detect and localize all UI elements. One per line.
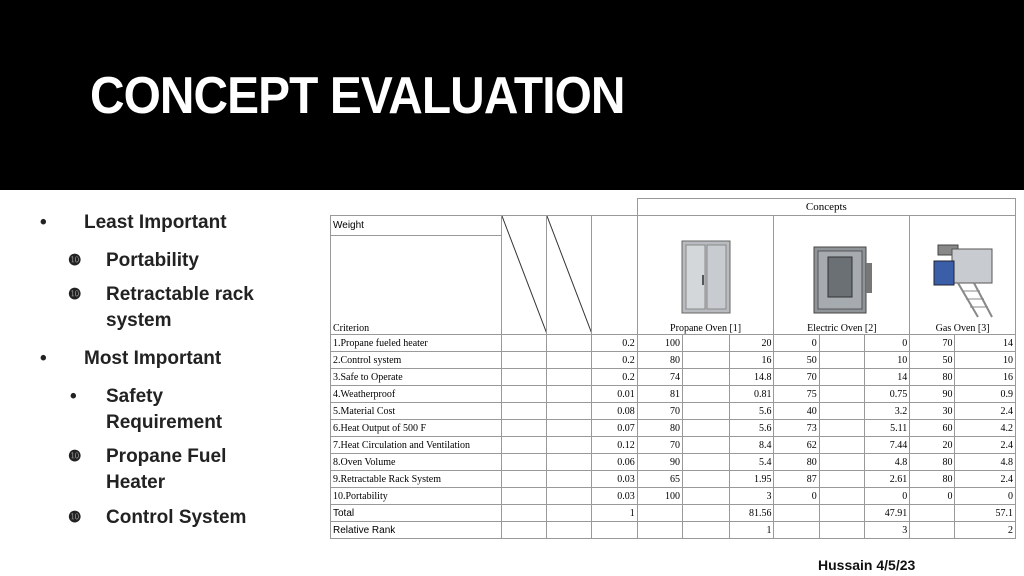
- weight-cell: 0.2: [592, 335, 637, 352]
- evaluation-table-wrap: [330, 198, 1016, 542]
- bullet-text: Propane Fuel: [106, 446, 227, 467]
- total-label: Total: [331, 505, 502, 522]
- table-row: [331, 386, 1016, 403]
- rank-value: 2: [955, 522, 1016, 539]
- weighted-cell: 3.2: [864, 403, 909, 420]
- gas-oven-cell: [910, 216, 1016, 335]
- weighted-cell: 0.75: [864, 386, 909, 403]
- weighted-cell: 16: [955, 369, 1016, 386]
- rating-cell: 100: [637, 335, 682, 352]
- rating-cell: 65: [637, 471, 682, 488]
- diagonal-lines: [547, 216, 592, 334]
- weight-header-row: [331, 216, 1016, 236]
- bullet-marker: •: [40, 212, 47, 233]
- rating-cell: 70: [910, 335, 955, 352]
- total-row: [331, 505, 1016, 522]
- rating-cell: 70: [637, 437, 682, 454]
- table-row: [331, 403, 1016, 420]
- gas-oven-image: [928, 239, 998, 319]
- weighted-cell: 16: [730, 352, 774, 369]
- diagonal-lines: [502, 216, 547, 334]
- propane-oven-cell: [637, 216, 774, 335]
- bullet-text: Most Important: [84, 348, 222, 369]
- rating-cell: 80: [637, 352, 682, 369]
- rating-cell: 80: [774, 454, 819, 471]
- bullet-marker: •: [40, 348, 47, 369]
- diagonal-cell: [547, 216, 592, 335]
- total-score: 57.1: [955, 505, 1016, 522]
- concept-name: Propane Oven [1]: [670, 323, 742, 334]
- rating-cell: 70: [774, 369, 819, 386]
- rank-row: [331, 522, 1016, 539]
- bullet-marker: ❿: [68, 252, 82, 269]
- criterion-cell: 3.Safe to Operate: [331, 369, 502, 386]
- weighted-cell: 2.4: [955, 471, 1016, 488]
- weighted-cell: 5.4: [730, 454, 774, 471]
- weight-label: Weight: [331, 216, 502, 236]
- evaluation-table: [330, 198, 1016, 539]
- weighted-cell: 3: [730, 488, 774, 505]
- footer-author-date: Hussain 4/5/23: [818, 557, 916, 573]
- title-banner: [0, 0, 1024, 190]
- weighted-cell: 2.4: [955, 403, 1016, 420]
- rating-cell: 30: [910, 403, 955, 420]
- criterion-label: Criterion: [331, 235, 502, 334]
- bullet-text: Control System: [106, 507, 247, 528]
- criterion-cell: 2.Control system: [331, 352, 502, 369]
- weighted-cell: 0.81: [730, 386, 774, 403]
- rating-cell: 40: [774, 403, 819, 420]
- weighted-cell: 10: [955, 352, 1016, 369]
- criterion-cell: 4.Weatherproof: [331, 386, 502, 403]
- slide-title: CONCEPT EVALUATION: [90, 67, 625, 125]
- weight-cell: 0.08: [592, 403, 637, 420]
- weighted-cell: 14: [955, 335, 1016, 352]
- bullet-text: system: [106, 310, 172, 331]
- bullet-text: Least Important: [84, 212, 227, 233]
- bullet-marker: ❿: [68, 448, 82, 465]
- rating-cell: 62: [774, 437, 819, 454]
- rating-cell: 75: [774, 386, 819, 403]
- weighted-cell: 1.95: [730, 471, 774, 488]
- weighted-cell: 0: [864, 335, 909, 352]
- weighted-cell: 0.9: [955, 386, 1016, 403]
- rating-cell: 70: [637, 403, 682, 420]
- concepts-header-row: [331, 199, 1016, 216]
- rating-cell: 87: [774, 471, 819, 488]
- weighted-cell: 5.11: [864, 420, 909, 437]
- total-weight: 1: [592, 505, 637, 522]
- weighted-cell: 7.44: [864, 437, 909, 454]
- rating-cell: 0: [774, 488, 819, 505]
- weighted-cell: 4.8: [864, 454, 909, 471]
- table-row: [331, 437, 1016, 454]
- bullet-marker: ❿: [68, 509, 82, 526]
- weighted-cell: 4.8: [955, 454, 1016, 471]
- bullet-text: Retractable rack: [106, 284, 254, 305]
- rating-cell: 50: [910, 352, 955, 369]
- bullet-text: Safety: [106, 386, 164, 407]
- criterion-cell: 10.Portability: [331, 488, 502, 505]
- total-score: 81.56: [730, 505, 774, 522]
- rank-value: 1: [730, 522, 774, 539]
- rating-cell: 60: [910, 420, 955, 437]
- weighted-cell: 14.8: [730, 369, 774, 386]
- table-row: [331, 471, 1016, 488]
- rating-cell: 80: [910, 471, 955, 488]
- bullet-text: Heater: [106, 472, 166, 493]
- table-row: [331, 335, 1016, 352]
- criterion-cell: 7.Heat Circulation and Ventilation: [331, 437, 502, 454]
- weight-cell: 0.2: [592, 352, 637, 369]
- table-row: [331, 369, 1016, 386]
- weight-cell: 0.12: [592, 437, 637, 454]
- criterion-cell: 9.Retractable Rack System: [331, 471, 502, 488]
- bullet-text: Requirement: [106, 412, 223, 433]
- criterion-cell: 8.Oven Volume: [331, 454, 502, 471]
- rating-cell: 74: [637, 369, 682, 386]
- rating-cell: 80: [910, 369, 955, 386]
- weight-cell: 0.01: [592, 386, 637, 403]
- rating-cell: 0: [774, 335, 819, 352]
- weighted-cell: 0: [955, 488, 1016, 505]
- rating-cell: 81: [637, 386, 682, 403]
- bullet-marker: •: [70, 386, 77, 407]
- rating-cell: 73: [774, 420, 819, 437]
- weighted-cell: 10: [864, 352, 909, 369]
- weighted-cell: 14: [864, 369, 909, 386]
- criterion-cell: 5.Material Cost: [331, 403, 502, 420]
- weighted-cell: 2.4: [955, 437, 1016, 454]
- criterion-cell: 1.Propane fueled heater: [331, 335, 502, 352]
- rating-cell: 0: [910, 488, 955, 505]
- concepts-header: Concepts: [637, 199, 1015, 216]
- weighted-cell: 8.4: [730, 437, 774, 454]
- table-row: [331, 352, 1016, 369]
- rank-label: Relative Rank: [331, 522, 502, 539]
- diagonal-cell: [501, 216, 546, 335]
- criterion-cell: 6.Heat Output of 500 F: [331, 420, 502, 437]
- rating-cell: 50: [774, 352, 819, 369]
- bullet-text: Portability: [106, 250, 199, 271]
- weight-cell: 0.2: [592, 369, 637, 386]
- rating-cell: 90: [637, 454, 682, 471]
- electric-oven-cell: [774, 216, 910, 335]
- rating-cell: 20: [910, 437, 955, 454]
- rank-value: 3: [864, 522, 909, 539]
- weighted-cell: 4.2: [955, 420, 1016, 437]
- weighted-cell: 0: [864, 488, 909, 505]
- table-row: [331, 454, 1016, 471]
- rating-cell: 90: [910, 386, 955, 403]
- weighted-cell: 5.6: [730, 420, 774, 437]
- table-row: [331, 420, 1016, 437]
- weight-cell: 0.06: [592, 454, 637, 471]
- total-score: 47.91: [864, 505, 909, 522]
- weight-cell: 0.03: [592, 471, 637, 488]
- concept-name: Electric Oven [2]: [807, 323, 877, 334]
- rating-cell: 80: [637, 420, 682, 437]
- table-row: [331, 488, 1016, 505]
- weighted-cell: 2.61: [864, 471, 909, 488]
- rating-cell: 80: [910, 454, 955, 471]
- bullet-marker: ❿: [68, 286, 82, 303]
- rating-cell: 100: [637, 488, 682, 505]
- concept-name: Gas Oven [3]: [935, 323, 990, 334]
- weight-cell: 0.07: [592, 420, 637, 437]
- weighted-cell: 5.6: [730, 403, 774, 420]
- weight-cell: 0.03: [592, 488, 637, 505]
- weighted-cell: 20: [730, 335, 774, 352]
- electric-oven-image: [810, 243, 874, 319]
- propane-oven-image: [678, 239, 734, 319]
